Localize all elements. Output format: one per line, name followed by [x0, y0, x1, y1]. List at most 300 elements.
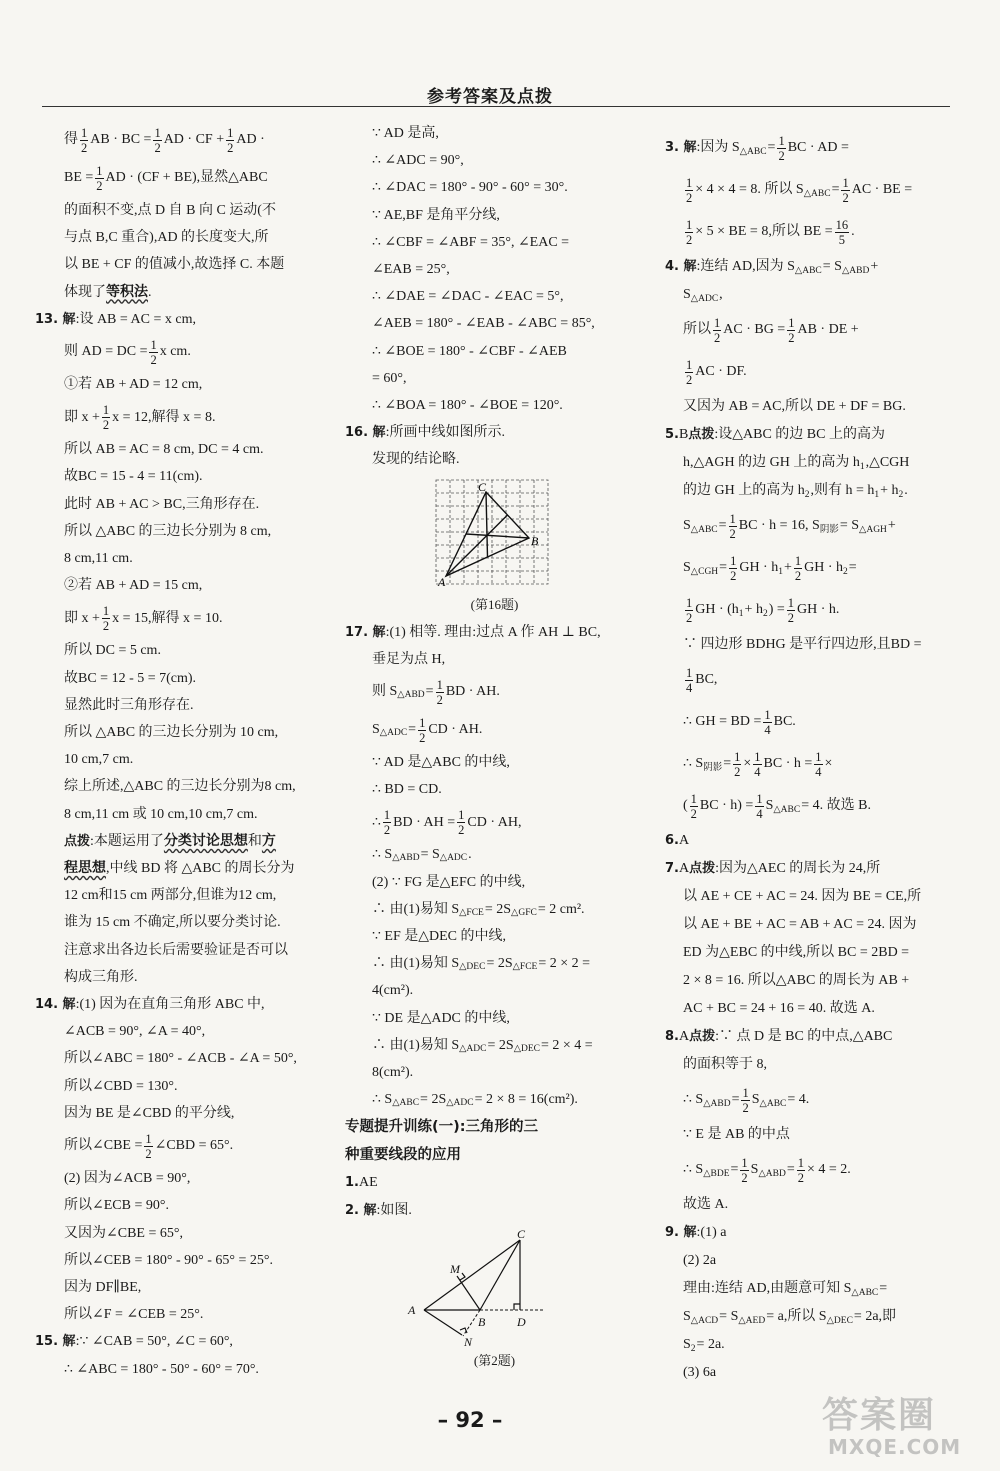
answer-line [64, 518, 312, 545]
text-run: ∴ ∠BOE = 180° - ∠CBF - ∠AEB [372, 343, 567, 359]
answer-line [64, 1247, 312, 1274]
text-run: ∵ EF 是△DEC 的中线, [372, 929, 507, 945]
fraction [713, 316, 721, 345]
text-run: = [767, 140, 776, 155]
answer-line [372, 673, 617, 711]
fraction-denominator: 2 [797, 1170, 804, 1185]
text-run: 故BC = 12 - 5 = 7(cm). [64, 670, 197, 686]
fraction-denominator: 2 [154, 140, 161, 155]
text-run: BC, [695, 672, 718, 687]
answer-line [683, 631, 947, 659]
subscript: △ACD [690, 1316, 719, 1326]
fraction-denominator: 2 [458, 822, 465, 837]
answer-line [64, 545, 312, 572]
answer-line [64, 279, 312, 306]
answer-line [372, 392, 617, 419]
text-run: 所以 DC = 5 cm. [64, 643, 161, 659]
text-run: S [372, 722, 380, 738]
answer-line [372, 646, 617, 673]
text-run: 和 [247, 833, 262, 849]
bold-label: 15. 解 [35, 1334, 76, 1350]
bold-label: 6. [665, 833, 679, 848]
answer-item-start [665, 1219, 947, 1247]
fraction [149, 338, 157, 367]
segment-cb [480, 1240, 520, 1310]
text-run: = 2S [484, 901, 512, 917]
text-run: AC · BG = [723, 322, 786, 337]
text-run: ∵ 四边形 BDHG 是平行四边形,且BD = [683, 637, 922, 652]
text-run: 此时 AB + AC > BC,三角形存在. [64, 496, 260, 512]
text-run: + h [744, 602, 763, 617]
text-run: 专题提升训练(一):三角形的三 [345, 1118, 539, 1135]
subscript: △ABC [392, 1098, 420, 1109]
answer-line [64, 773, 312, 800]
subscript: △ABC [794, 266, 822, 276]
answer-line [64, 855, 312, 882]
text-run: S [750, 1162, 759, 1177]
answer-line [372, 310, 617, 337]
text-run: . [148, 284, 152, 300]
text-run: :(1) 因为在直角三角形 ABC 中, [75, 997, 265, 1013]
fraction-numerator: 1 [754, 749, 761, 764]
answer-line [372, 147, 617, 174]
text-run: 即 x + [64, 409, 100, 425]
text-run: 所以∠F = ∠CEB = 25°. [64, 1307, 204, 1323]
label-d: D [517, 1314, 526, 1329]
fraction [80, 126, 88, 155]
answer-line [64, 665, 312, 692]
text-run: = S [420, 847, 440, 863]
answer-line [683, 1275, 947, 1303]
text-run: 8 cm,11 cm 或 10 cm,10 cm,7 cm. [64, 806, 258, 822]
subscript: △DEC [826, 1316, 853, 1326]
bold-label: 13. 解 [35, 311, 76, 327]
fraction-numerator: 1 [788, 315, 795, 330]
text-run: , [719, 287, 723, 302]
text-run: ∠AEB = 180° - ∠EAB - ∠ABC = 85°, [372, 316, 595, 332]
text-run: x cm. [159, 344, 191, 360]
text-run: x = 12,解得 x = 8. [112, 409, 216, 425]
text-run: :∵ ∠CAB = 50°, ∠C = 60°, [75, 1334, 233, 1350]
text-run: CD · AH. [428, 722, 483, 738]
text-run: :连结 AD,因为 S [696, 259, 795, 274]
label-b: B [531, 533, 539, 548]
text-run: ) = [768, 602, 785, 617]
answer-line [64, 491, 312, 518]
bold-label: 8. [665, 1029, 679, 1044]
text-run: = [879, 1281, 888, 1296]
subscript: △ABC [759, 1099, 787, 1109]
text-run: ②若 AB + AD = 15 cm, [64, 578, 203, 594]
text-run: 所以∠ECB = 90°. [64, 1198, 169, 1214]
fraction [436, 678, 444, 707]
fraction [733, 750, 741, 779]
text-run: :设 AB = AC = x cm, [75, 311, 196, 327]
figure-2 [372, 1224, 617, 1374]
subscript: 2 [690, 1344, 696, 1354]
fraction [797, 1156, 805, 1185]
fraction [729, 554, 737, 583]
text-run: 种重要线段的应用 [345, 1146, 461, 1163]
fraction [753, 750, 761, 779]
text-run: BC · h = [763, 756, 813, 771]
text-run: 即 x + [64, 610, 100, 626]
fraction-denominator: 2 [788, 330, 795, 345]
text-run: 10 cm,7 cm. [64, 752, 134, 768]
answer-line [372, 202, 617, 229]
segment-ac [424, 1240, 520, 1310]
answer-line [372, 446, 617, 473]
text-run: :设△ABC 的边 BC 上的高为 [714, 427, 885, 442]
fraction-numerator: 1 [686, 357, 693, 372]
text-run: ∵ AD 是高, [372, 126, 439, 141]
text-run: ∵ AE,BF 是角平分线, [372, 207, 500, 223]
fraction-numerator: 1 [741, 1155, 748, 1170]
label-a: A [408, 1302, 416, 1317]
subscript: △GFC [511, 907, 537, 918]
answer-line [64, 1073, 312, 1100]
text-run: 垂足为点 H, [372, 651, 446, 667]
answer-line [683, 1149, 947, 1191]
fraction-numerator: 1 [742, 1085, 749, 1100]
fraction [740, 1156, 748, 1185]
bold-label: 14. 解 [35, 997, 76, 1013]
fraction-denominator: 2 [81, 140, 88, 155]
text-run: + [870, 259, 879, 274]
fraction-denominator: 2 [714, 330, 721, 345]
text-run: BC. [773, 714, 796, 729]
answer-line [64, 371, 312, 398]
text-run: ∠CBD = 65°. [154, 1138, 234, 1154]
text-run: = 4. 故选 B. [801, 798, 871, 813]
text-run: 4(cm²). [372, 983, 414, 999]
text-run: ED 为△EBC 的中线,所以 BC = 2BD = [683, 945, 910, 960]
answer-line [683, 659, 947, 701]
answer-line [64, 1127, 312, 1165]
answer-line [683, 1121, 947, 1149]
answer-line [372, 950, 617, 977]
text-run: GH · h. [797, 602, 840, 617]
fraction [794, 554, 802, 583]
bold-label: 7. [665, 861, 679, 876]
text-run: × [743, 756, 752, 771]
text-run: BC · AD = [787, 140, 849, 155]
label-m: M [450, 1261, 460, 1276]
text-run: ∴ GH = BD = [683, 714, 762, 729]
answer-line [372, 841, 617, 868]
subscript: △BDE [703, 1169, 730, 1179]
text-run: ∴ ∠DAE = ∠DAC - ∠EAC = 5°, [372, 289, 564, 305]
answer-line [372, 923, 617, 950]
figure-16-caption: (第16题) [470, 596, 519, 612]
fraction-denominator: 2 [842, 190, 849, 205]
subscript: △ABC [690, 525, 718, 535]
answer-line [64, 251, 312, 278]
answer-line [64, 1192, 312, 1219]
subscript: △ABC [773, 805, 801, 815]
fraction-numerator: 1 [436, 677, 443, 692]
answer-line [64, 1301, 312, 1328]
answer-line [683, 169, 947, 211]
answer-line [64, 882, 312, 909]
subscript: 2 [804, 490, 810, 500]
answer-line [372, 869, 617, 896]
text-run: BD · AH. [445, 684, 500, 700]
text-run: (2) 因为∠ACB = 90°, [64, 1171, 191, 1187]
text-run: A [678, 861, 690, 876]
text-run: 的面积等于 8, [683, 1057, 767, 1072]
answer-line [64, 463, 312, 490]
fraction [729, 512, 737, 541]
subscript: △ABC [739, 147, 767, 157]
text-run: AC · BE = [851, 182, 913, 197]
text-run: ∴ S [683, 1162, 704, 1177]
emphasized-term: 方 [261, 833, 276, 849]
segment-bm [457, 1276, 480, 1310]
fraction-numerator: 1 [227, 125, 234, 140]
fraction-denominator: 2 [150, 352, 157, 367]
subscript: 2 [898, 490, 904, 500]
answer-line [372, 896, 617, 923]
text-run: ∴ ∠ABC = 180° - 50° - 60° = 70°. [64, 1361, 259, 1377]
fraction [787, 316, 795, 345]
page-header-title: 参考答案及点拨 [427, 87, 553, 107]
text-run: :(1) 相等. 理由:过点 A 作 AH ⊥ BC, [385, 624, 601, 640]
text-run: 所以 AB = AC = 8 cm, DC = 4 cm. [64, 442, 264, 458]
text-run: = [831, 182, 840, 197]
text-run: (2) ∵ FG 是△EFC 的中线, [372, 874, 526, 890]
answer-item-start [665, 127, 947, 169]
text-run: 所以 [683, 322, 711, 337]
subscript: △ABD [841, 266, 870, 276]
text-run: ,△CGH [865, 455, 910, 470]
fraction-denominator: 2 [741, 1170, 748, 1185]
text-run: ∵ DE 是△ADC 的中线, [372, 1010, 510, 1026]
fraction-denominator: 2 [690, 806, 697, 821]
text-run: ,则有 h = h [810, 483, 875, 498]
fraction [777, 134, 785, 163]
answer-item-start [35, 306, 312, 333]
fraction-denominator: 2 [734, 764, 741, 779]
fraction [226, 126, 234, 155]
answer-line [683, 1191, 947, 1219]
answer-line [372, 120, 617, 147]
answer-line [683, 743, 947, 785]
text-run: ∴ 由(1)易知 S [372, 901, 460, 917]
text-run: 又因为 AB = AC,所以 DE + DF = BG. [683, 399, 906, 414]
text-run: . [904, 483, 908, 498]
answer-line [683, 309, 947, 351]
answer-line [64, 197, 312, 224]
subscript: 1 [778, 567, 783, 577]
text-run: GH · (h [695, 602, 739, 617]
emphasized-term: 程思想 [64, 861, 106, 877]
answer-line [64, 1100, 312, 1127]
fraction [685, 596, 693, 625]
text-run: BE = [64, 170, 94, 186]
text-run: S [683, 1337, 691, 1352]
fraction-numerator: 1 [756, 791, 763, 806]
text-run: GH · h [739, 560, 779, 575]
emphasized-term: 等积法 [106, 284, 148, 300]
answer-item-start [665, 421, 947, 449]
fraction [383, 808, 391, 837]
text-run: . [851, 224, 855, 239]
triangle-abc [446, 492, 529, 576]
answer-line [683, 911, 947, 939]
text-run: = S [719, 1309, 739, 1324]
text-run: 以 AE + BE + AC = AB + AC = 24. 因为 [683, 917, 917, 932]
answer-line [64, 692, 312, 719]
text-run: B [678, 427, 689, 442]
answer-column-right [665, 127, 947, 1387]
fraction-denominator: 2 [383, 822, 391, 837]
fraction-numerator: 1 [145, 1131, 152, 1146]
text-run: 所以∠CBE = [64, 1138, 143, 1154]
text-run: = 2S [420, 1092, 447, 1108]
fraction-denominator: 2 [794, 568, 802, 583]
text-run: S [683, 518, 691, 533]
text-run: :所画中线如图所示. [385, 425, 505, 441]
watermark-text: 答案圈 [822, 1395, 937, 1436]
text-run: S [751, 1092, 760, 1107]
text-run: = 2 × 2 = [538, 956, 591, 972]
fraction-numerator: 1 [794, 553, 802, 568]
fraction-denominator: 2 [686, 610, 693, 625]
text-run: × [824, 756, 833, 771]
answer-item-start [665, 855, 947, 883]
answer-line [372, 1005, 617, 1032]
answer-line [64, 599, 312, 637]
fraction-numerator: 1 [383, 807, 391, 822]
fraction-numerator: 1 [842, 175, 849, 190]
fraction-denominator: 2 [778, 148, 785, 163]
text-run: AD · [236, 132, 265, 148]
fraction-numerator: 1 [778, 133, 785, 148]
answer-line [683, 211, 947, 253]
text-run: ( [683, 798, 688, 813]
text-run: 体现了 [64, 284, 106, 300]
text-run: = [730, 1162, 739, 1177]
text-run: 构成三角形. [64, 969, 138, 985]
figure-2-caption: (第2题) [473, 1352, 516, 1368]
text-run: :因为△AEC 的周长为 24,所 [715, 861, 881, 876]
subscript: △ADC [690, 294, 719, 304]
answer-line [64, 828, 312, 855]
answer-line [372, 711, 617, 749]
text-run: x = 15,解得 x = 10. [112, 610, 223, 626]
answer-line [372, 283, 617, 310]
fraction-numerator: 1 [150, 337, 157, 352]
fraction-numerator: 1 [458, 807, 465, 822]
text-run: = 2a. [696, 1337, 725, 1352]
bold-label: 点拨 [689, 1029, 716, 1044]
fraction-numerator: 1 [686, 175, 693, 190]
text-run: 综上所述,△ABC 的三边长分别为8 cm, [64, 779, 296, 795]
answer-line [683, 1079, 947, 1121]
text-run: 的边 GH 上的高为 h [683, 483, 805, 498]
answer-line [683, 547, 947, 589]
fraction-denominator: 4 [686, 680, 693, 695]
fraction [685, 666, 693, 695]
text-run: 得 [64, 132, 78, 148]
text-run: . [468, 847, 472, 863]
fraction-numerator: 1 [729, 511, 736, 526]
right-angle-d [514, 1304, 520, 1310]
answer-line [64, 937, 312, 964]
answer-line [683, 785, 947, 827]
right-angle-m [460, 1273, 465, 1280]
fraction-numerator: 1 [81, 125, 88, 140]
text-run: h,△AGH 的边 GH 上的高为 h [683, 455, 860, 470]
text-run: 因为 BE 是∠CBD 的平分线, [64, 1105, 235, 1121]
text-run: :如图. [376, 1202, 412, 1218]
fraction-numerator: 1 [690, 791, 697, 806]
fraction [685, 176, 693, 205]
fraction [144, 1132, 152, 1161]
text-run: × 5 × BE = 8,所以 BE = [695, 224, 833, 239]
bold-label: 16. 解 [345, 425, 386, 441]
answer-column-middle [345, 120, 617, 1374]
bold-label: 1. [345, 1175, 359, 1191]
text-run: = [731, 1092, 740, 1107]
text-run: 2 × 8 = 16. 所以△ABC 的周长为 AB + [683, 973, 910, 988]
answer-line [683, 449, 947, 477]
answer-line [683, 701, 947, 743]
label-c: C [478, 479, 487, 494]
fraction-denominator: 4 [764, 722, 771, 737]
fraction-denominator: 2 [787, 610, 795, 625]
answer-line [64, 1165, 312, 1192]
text-run: ∴ 由(1)易知 S [372, 956, 460, 972]
text-run: = [723, 756, 732, 771]
answer-line [372, 1086, 617, 1113]
answer-line [64, 964, 312, 991]
text-run: AB · BC = [90, 132, 152, 148]
text-run: 理由:连结 AD,由题意可知 S [683, 1281, 852, 1296]
answer-line [64, 1274, 312, 1301]
text-run: ∴ BD = CD. [372, 782, 442, 798]
fraction-denominator: 2 [102, 618, 110, 633]
fraction-denominator: 2 [742, 1100, 749, 1115]
text-run: 12 cm和15 cm 两部分,但谁为12 cm, [64, 888, 277, 904]
text-run: × 4 × 4 = 8. 所以 S [695, 182, 804, 197]
fraction-numerator: 1 [764, 707, 771, 722]
fraction [102, 604, 110, 633]
fraction-numerator: 1 [102, 402, 110, 417]
answer-item-start [345, 419, 617, 446]
text-run: ∴ [372, 814, 381, 830]
answer-line [683, 351, 947, 393]
subscript: △AGH [859, 525, 887, 535]
answer-line [683, 1247, 947, 1275]
text-run: ∠EAB = 25°, [372, 262, 450, 278]
answer-line [683, 883, 947, 911]
text-run: = [786, 1162, 795, 1177]
text-run: ∵ E 是 AB 的中点 [683, 1127, 790, 1142]
fraction-numerator: 1 [686, 217, 693, 232]
text-run: = a,所以 S [766, 1309, 827, 1324]
answer-line [683, 1359, 947, 1387]
subscript: △ABD [392, 853, 420, 864]
fraction-denominator: 2 [227, 140, 234, 155]
fraction [841, 176, 849, 205]
answer-item-start [665, 253, 947, 281]
fraction-numerator: 1 [96, 163, 103, 178]
answer-lines [345, 619, 617, 1224]
fraction-numerator: 1 [102, 603, 110, 618]
subscript: △ADC [379, 728, 408, 739]
